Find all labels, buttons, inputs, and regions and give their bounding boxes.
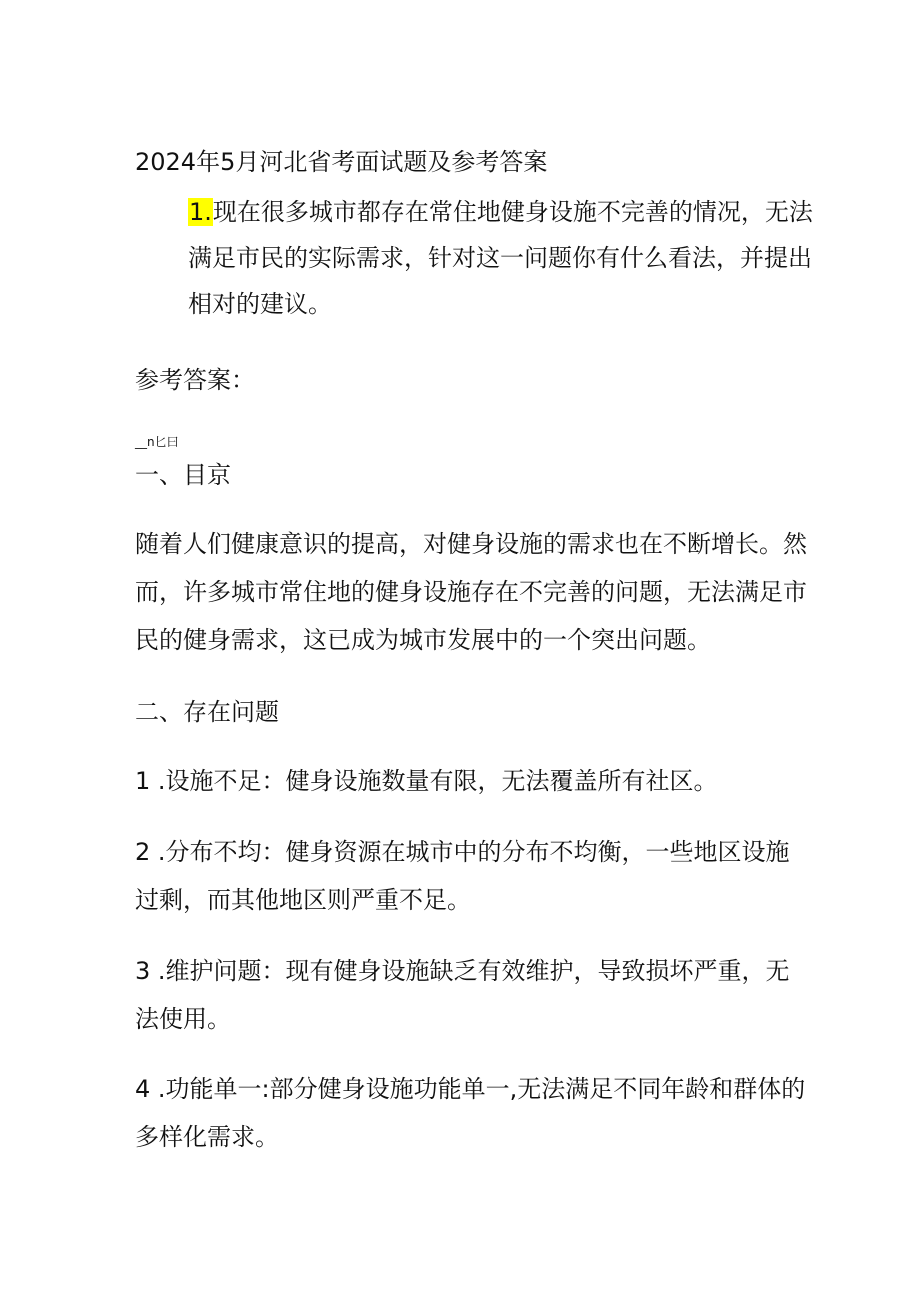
paragraph-line: 而，许多城市常住地的健身设施存在不完善的问题，无法满足市 [135, 578, 807, 606]
list-item [135, 1073, 806, 1169]
list-item [135, 765, 795, 813]
list-item [135, 836, 795, 932]
paragraph-line: 随着人们健康意识的提高，对健身设施的需求也在不断增长。然 [135, 530, 807, 558]
question-line: 相对的建议。 [188, 290, 332, 318]
paragraph-line: 4 .功能单一:部分健身设施功能单一,无法满足不同年龄和群体的 [135, 1075, 806, 1103]
question-line: 满足市民的实际需求，针对这一问题你有什么看法，并提出 [188, 244, 812, 272]
small-mark: __n匕曰 [135, 435, 179, 449]
paragraph-line: 多样化需求。 [135, 1123, 279, 1151]
question-line [188, 196, 813, 242]
paragraph-line: 3 .维护问题：现有健身设施缺乏有效维护，导致损坏严重，无 [135, 957, 790, 985]
paragraph-line: 2 .分布不均：健身资源在城市中的分布不均衡，一些地区设施 [135, 838, 790, 866]
intro-paragraph [135, 528, 807, 672]
paragraph-line: 民的健身需求，这已成为城市发展中的一个突出问题。 [135, 626, 711, 654]
document-title: 2024年5月河北省考面试题及参考答案 [135, 148, 548, 176]
answer-label: 参考答案： [135, 366, 255, 394]
section-heading-background: 一、目京 [135, 461, 231, 489]
paragraph-line: 过剩，而其他地区则严重不足。 [135, 886, 471, 914]
question-number: 1. [189, 198, 212, 226]
list-item [135, 955, 795, 1051]
paragraph-line: 1 .设施不足：健身设施数量有限，无法覆盖所有社区。 [135, 767, 718, 795]
question-block [188, 196, 813, 334]
question-text: 现在很多城市都存在常住地健身设施不完善的情况，无法 [212, 198, 813, 226]
section-heading-problems: 二、存在问题 [135, 698, 279, 726]
paragraph-line: 法使用。 [135, 1005, 231, 1033]
